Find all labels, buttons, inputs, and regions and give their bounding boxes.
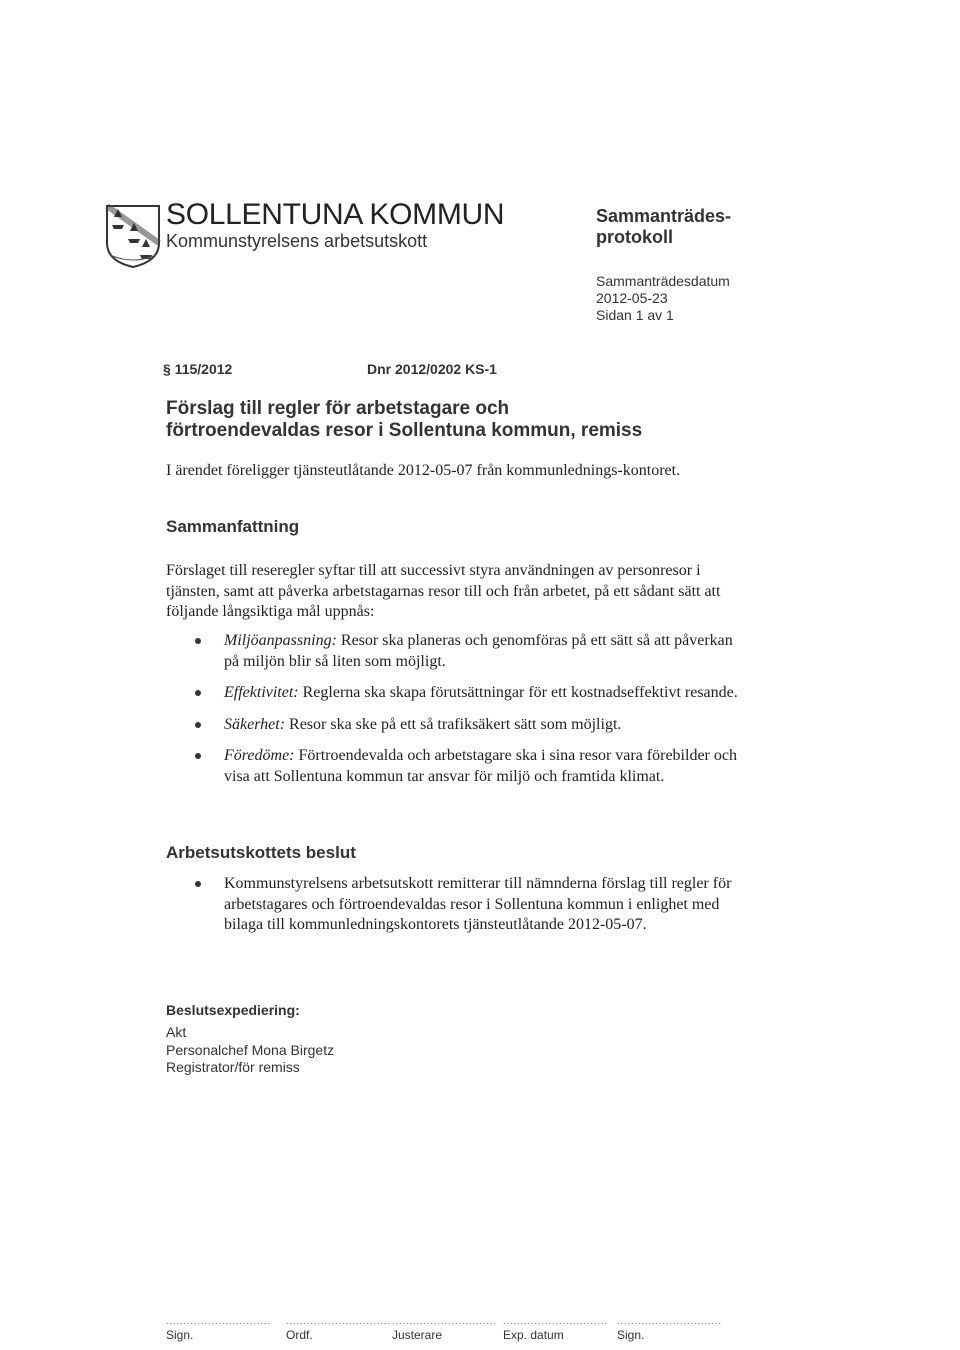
document-type-line2: protokoll [596,227,673,247]
page-info: Sidan 1 av 1 [596,307,674,323]
dispatch-recipient: Personalchef Mona Birgetz [166,1041,335,1058]
signature-line: .............................. [617,1316,723,1326]
signature-field-adjuster [392,1316,497,1342]
list-item [166,631,746,672]
signature-line: .............................. [392,1316,498,1326]
bullet-icon [195,690,201,696]
case-number: Dnr 2012/0202 KS-1 [367,361,497,377]
goals-list [166,631,746,798]
bullet-icon [195,722,201,728]
municipality-crest-logo [104,203,162,269]
dispatch-recipient: Akt [166,1024,187,1040]
signature-label: Justerare [392,1328,443,1342]
bullet-icon [195,638,201,644]
signature-field-sign [166,1316,271,1342]
decision-text: Kommunstyrelsens arbetsutskott remitterar till nämnderna förslag till regler för arbetstagares och förtroendevaldas resor i Sollentuna kommun i enlighet med bilaga till kommunledningskontorets tjänsteutlåtande 2012-05-07. [224,875,732,933]
bullet-icon [195,881,201,887]
paragraph-number: § 115/2012 [163,361,233,377]
meeting-info [596,273,730,324]
signature-label: Sign. [617,1328,645,1342]
document-type-line1: Sammanträdes- [596,206,732,226]
list-item [166,746,746,787]
signature-line: .............................. [166,1316,272,1326]
decision-heading: Arbetsutskottets beslut [166,843,356,862]
goal-text: Resor ska ske på ett så trafiksäkert sätt som möjligt. [285,715,622,733]
document-title-line2: förtroendevaldas resor i Sollentuna kommun, remiss [166,420,643,441]
org-name: SOLLENTUNA KOMMUN [166,198,505,231]
signature-label: Exp. datum [503,1328,564,1342]
list-item [166,683,746,704]
document-title-line1: Förslag till regler för arbetstagare och [166,398,510,419]
decision-list [166,874,746,947]
dispatch-recipient: Registrator/för remiss [166,1059,300,1075]
document-type [596,206,731,248]
goal-term: Effektivitet: [224,684,299,701]
list-item [166,715,746,736]
bullet-icon [195,753,201,759]
summary-heading: Sammanfattning [166,517,300,536]
signature-field-sign-2 [617,1316,722,1342]
goal-text: Resor ska planeras och genomföras på ett sätt så att påverkan på miljön blir så liten som möjligt. [224,632,733,670]
dispatch-recipients [166,1024,334,1077]
list-item [166,874,746,936]
signature-line: .............................. [286,1316,392,1326]
goal-term: Säkerhet: [224,715,286,733]
dispatch-heading: Beslutsexpediering: [166,1002,300,1018]
goal-text: Förtroendevalda och arbetstagare ska i sina resor vara förebilder och visa att Sollentuna kommun tar ansvar för miljö och framtida klimat. [224,747,737,785]
goal-term: Miljöanpassning: [224,632,337,649]
signature-label: Sign. [166,1328,194,1342]
org-subtitle: Kommunstyrelsens arbetsutskott [166,231,428,251]
meeting-date: 2012-05-23 [596,290,668,306]
summary-text: Förslaget till reseregler syftar till att successivt styra användningen av personresor i tjänsten, samt att påverka arbetstagarnas resor till och från arbetet, på ett sådant sätt att följande långsiktiga mål uppnås: [166,562,721,620]
goal-text: Reglerna ska skapa förutsättningar för ett kostnadseffektivt resande. [298,684,738,701]
signature-field-chair [286,1316,391,1342]
document-title [166,398,766,442]
goal-term: Föredöme: [224,747,295,764]
signature-line: .............................. [503,1316,609,1326]
intro-text: I ärendet föreligger tjänsteutlåtande 2012-05-07 från kommunlednings-kontoret. [166,462,681,479]
signature-label: Ordf. [286,1328,313,1342]
signature-field-exp-date [503,1316,608,1342]
meeting-date-label: Sammanträdesdatum [596,273,730,289]
